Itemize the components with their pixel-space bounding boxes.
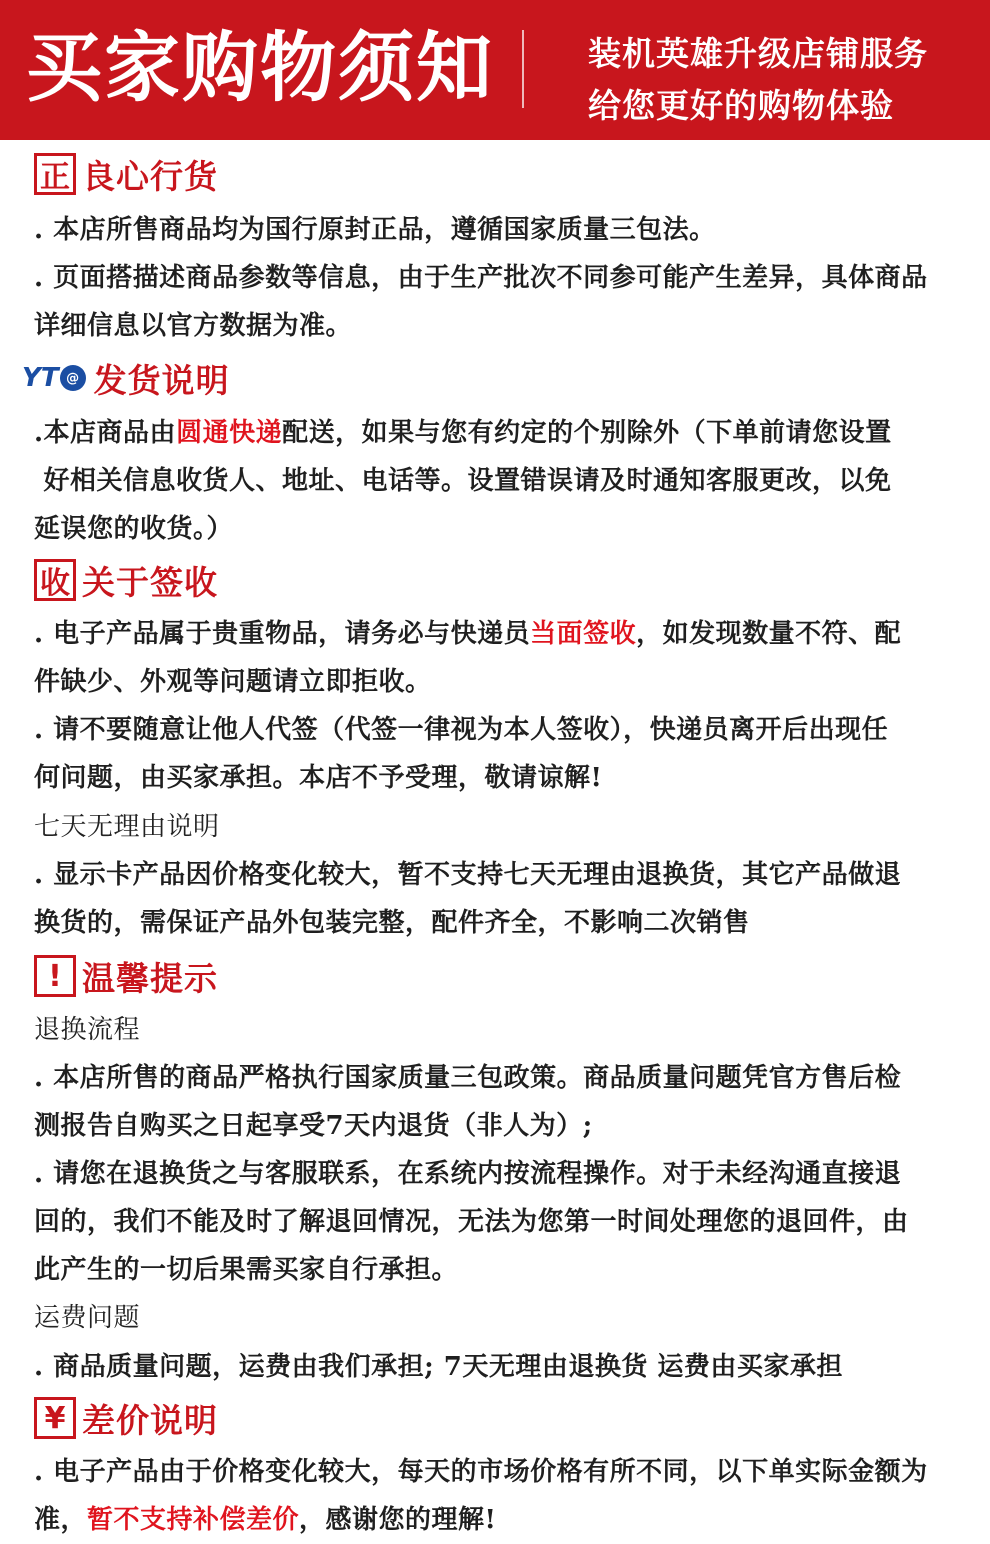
genuine-line-3: 详细信息以官方数据为准。 [34,311,353,341]
receipt-line-5: . 显示卡产品因价格变化较大，暂不支持七天无理由退换货，其它产品做退 [34,860,902,890]
receipt-line-1 [34,610,901,658]
section-genuine-heading [34,150,218,198]
price-line-2 [34,1496,496,1544]
price-line-2-pre: 准， [34,1505,88,1535]
tips-line-1: . 本店所售的商品严格执行国家质量三包政策。商品质量问题凭官方售后检 [34,1063,902,1093]
shipping-line-3: 延误您的收货。） [34,514,234,544]
shipping-courier-highlight: 圆通快递 [176,418,283,448]
receipt-line-4: 何问题，由买家承担。本店不予受理，敬请谅解! [34,763,603,793]
receipt-line-1-post: ，如发现数量不符、配 [636,619,902,649]
receipt-line-1-pre: . 电子产品属于贵重物品，请务必与快递员 [34,619,531,649]
receipt-icon: 收 [34,559,76,601]
section-tips-heading [34,952,218,1000]
section-receipt-title: 关于签收 [82,562,218,602]
tips-line-2: 测报告自购买之日起享受7天内退货（非人为）; [34,1111,593,1141]
section-receipt-heading [34,556,218,604]
yto-logo-icon [22,363,86,393]
genuine-line-1: . 本店所售商品均为国行原封正品，遵循国家质量三包法。 [34,215,716,245]
section-tips-title: 温馨提示 [82,958,218,998]
receipt-sign-highlight: 当面签收 [530,619,637,649]
genuine-icon: 正 [34,153,76,195]
header-subtitle-2: 给您更好的购物体验 [588,86,894,125]
freight-line: . 商品质量问题，运费由我们承担; 7天无理由退换货 运费由买家承担 [34,1352,843,1382]
header-divider [522,30,524,108]
tips-line-4: 回的，我们不能及时了解退回情况，无法为您第一时间处理您的退回件，由 [34,1207,909,1237]
header-banner [0,0,990,140]
section-shipping-heading [22,354,230,402]
price-line-1: . 电子产品由于价格变化较大，每天的市场价格有所不同，以下单实际金额为 [34,1457,928,1487]
tips-line-3: . 请您在退换货之与客服联系，在系统内按流程操作。对于未经沟通直接退 [34,1159,902,1189]
shipping-line-2: 好相关信息收货人、地址、电话等。设置错误请及时通知客服更改，以免 [34,466,892,496]
receipt-line-3: . 请不要随意让他人代签（代签一律视为本人签收），快递员离开后出现任 [34,715,889,745]
price-no-compensation-highlight: 暂不支持补偿差价 [87,1505,300,1535]
section-price-heading [34,1394,218,1442]
section-price-title: 差价说明 [82,1400,218,1440]
freight-subheading: 运费问题 [34,1303,141,1333]
shipping-line-1-pre: .本店商品由 [34,418,177,448]
yto-logo-circle: @ [60,365,86,391]
shipping-line-1 [34,409,892,457]
exclamation-icon: ! [34,955,76,997]
tips-line-5: 此产生的一切后果需买家自行承担。 [34,1255,459,1285]
section-shipping-title: 发货说明 [93,360,230,400]
header-subtitle-1: 装机英雄升级店铺服务 [588,34,928,73]
price-line-2-post: ，感谢您的理解! [299,1505,497,1535]
page-title: 买家购物须知 [26,23,494,112]
section-genuine-title: 良心行货 [82,156,218,196]
shipping-line-1-post: 配送，如果与您有约定的个别除外（下单前请您设置 [282,418,892,448]
seven-day-subheading: 七天无理由说明 [34,812,220,842]
genuine-line-2: . 页面搭描述商品参数等信息，由于生产批次不同参可能产生差异，具体商品 [34,263,928,293]
yen-icon: ¥ [34,1397,76,1439]
receipt-line-2: 件缺少、外观等问题请立即拒收。 [34,667,432,697]
yto-logo-text: YT [22,363,59,393]
receipt-line-6: 换货的，需保证产品外包装完整，配件齐全，不影响二次销售 [34,908,750,938]
return-process-subheading: 退换流程 [34,1015,141,1045]
